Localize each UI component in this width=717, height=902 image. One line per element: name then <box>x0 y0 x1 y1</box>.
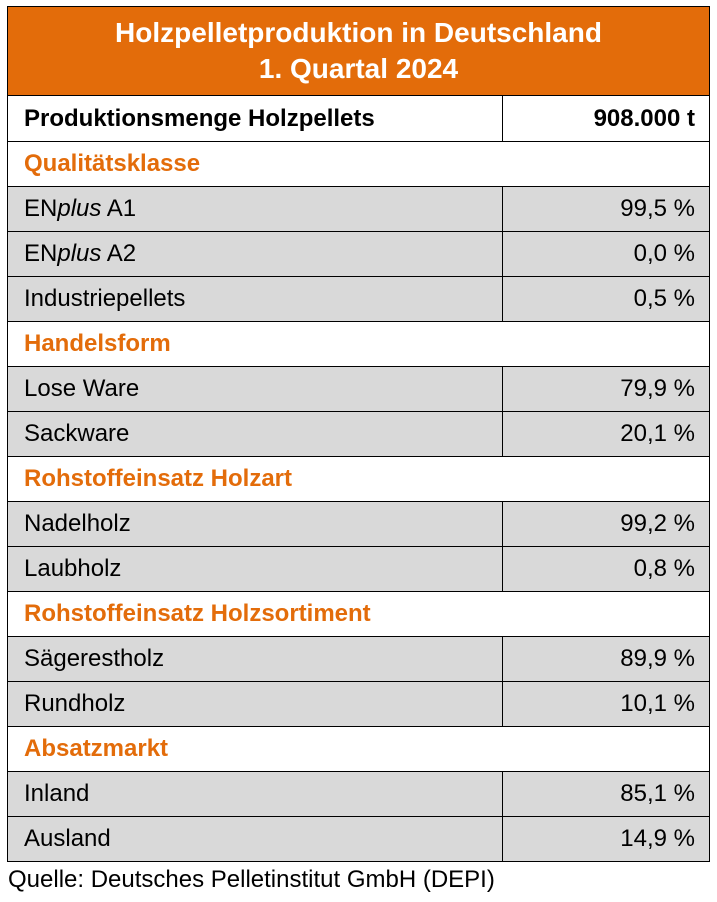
row-value: 99,5 % <box>503 187 710 232</box>
row-label: Nadelholz <box>8 502 503 547</box>
table-row <box>8 637 710 682</box>
row-value: 99,2 % <box>503 502 710 547</box>
production-row <box>8 96 710 142</box>
row-label: Inland <box>8 772 503 817</box>
section-heading-holzsortiment <box>8 592 710 637</box>
row-label: ENplus A1 <box>8 187 503 232</box>
table-row <box>8 187 710 232</box>
table-row <box>8 817 710 862</box>
table-row <box>8 277 710 322</box>
section-heading: Rohstoffeinsatz Holzsortiment <box>8 592 710 637</box>
production-label: Produktionsmenge Holzpellets <box>8 96 503 142</box>
section-heading-absatzmarkt <box>8 727 710 772</box>
row-value: 79,9 % <box>503 367 710 412</box>
table-row <box>8 772 710 817</box>
table-title <box>8 7 710 96</box>
row-value: 85,1 % <box>503 772 710 817</box>
row-value: 0,8 % <box>503 547 710 592</box>
source-caption: Quelle: Deutsches Pelletinstitut GmbH (DEPI) <box>8 866 495 893</box>
table-row <box>8 367 710 412</box>
section-heading-holzart <box>8 457 710 502</box>
table-row <box>8 547 710 592</box>
row-label: Laubholz <box>8 547 503 592</box>
section-heading: Qualitätsklasse <box>8 142 710 187</box>
row-label: ENplus A2 <box>8 232 503 277</box>
section-heading: Rohstoffeinsatz Holzart <box>8 457 710 502</box>
table-row <box>8 502 710 547</box>
production-value: 908.000 t <box>503 96 710 142</box>
row-value: 0,0 % <box>503 232 710 277</box>
row-label: Industriepellets <box>8 277 503 322</box>
row-label: Sackware <box>8 412 503 457</box>
row-value: 10,1 % <box>503 682 710 727</box>
table-row <box>8 412 710 457</box>
section-heading: Absatzmarkt <box>8 727 710 772</box>
section-heading: Handelsform <box>8 322 710 367</box>
section-heading-qualitaetsklasse <box>8 142 710 187</box>
title-line-1: Holzpelletproduktion in Deutschland <box>115 17 602 48</box>
table-header-row <box>8 7 710 96</box>
pellet-production-table <box>7 6 710 862</box>
row-label: Rundholz <box>8 682 503 727</box>
row-value: 0,5 % <box>503 277 710 322</box>
row-label: Sägerestholz <box>8 637 503 682</box>
row-label: Lose Ware <box>8 367 503 412</box>
table-row <box>8 232 710 277</box>
row-value: 20,1 % <box>503 412 710 457</box>
row-value: 14,9 % <box>503 817 710 862</box>
row-value: 89,9 % <box>503 637 710 682</box>
section-heading-handelsform <box>8 322 710 367</box>
table-row <box>8 682 710 727</box>
row-label: Ausland <box>8 817 503 862</box>
title-line-2: 1. Quartal 2024 <box>258 53 459 84</box>
